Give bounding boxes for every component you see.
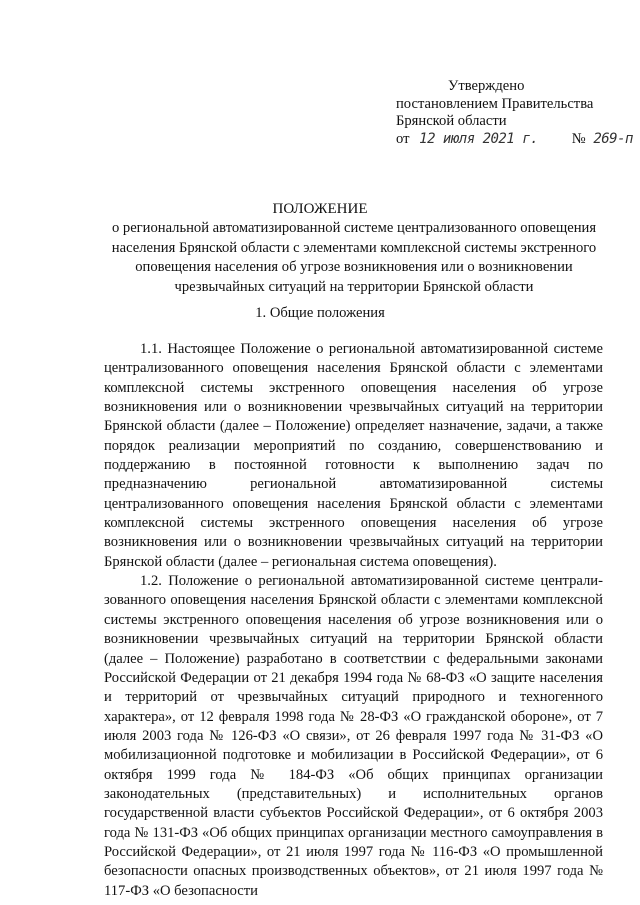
document-title: ПОЛОЖЕНИЕ — [272, 201, 368, 217]
approval-line-resolution: постановлением Правительства — [396, 95, 594, 112]
paragraph-1-2: 1.2. Положение о региональной автоматизированной системе централизованного оповещения населения Брянской области с элементами комплексной системы экстренного оповещения населения об угрозе возникновения или о возникновении чрезвычайных ситуаций на территории Брянской области (далее – Положение) разработано в соответствии с федеральными законами Российской Федерации от 21 декабря 1994 года № 68-ФЗ «О защите населения и территорий от чрезвычайных ситуаций природного и техногенного характера», от 12 февраля 1998 года № 28-ФЗ «О гражданской обороне», от 7 июля 2003 года № 126-ФЗ «О связи», от 26 февраля 1997 года № 31-ФЗ «О мобилизационной подготовке и мобилизации в Российской Федерации», от 6 октября 1999 года № 184-ФЗ «Об общих принципах организации законодательных (представительных) и исполнительных органов государственной власти субъектов Российской Федерации», от 6 октября 2003 года № 131-ФЗ «Об общих принципах организации местного самоуправления в Российской Федерации», от 21 июля 1997 года № 116-ФЗ «О промышленной безопасности опасных производственных объектов», от 21 июля 1997 года № 117-ФЗ «О безопасности — [104, 573, 603, 899]
document-body — [104, 340, 603, 901]
date-prefix: от — [396, 130, 410, 147]
section-heading: 1. Общие положения — [255, 305, 385, 321]
approval-date-row — [396, 131, 640, 149]
approval-block — [396, 78, 640, 148]
paragraph-1-1: 1.1. Настоящее Положение о региональной автоматизированной системе централизованного оповещения населения Брянской области с элементами комплексной системы экстренного оповещения населения об угрозе возникновения или о возникновении чрезвычайных ситуаций на территории Брянской области (далее – Положение) определяет назначение, задачи, а также порядок реализации мероприятий по созданию, совершенствованию и поддержанию в постоянной готовности к выполнению задач по предназначению региональной автоматизированной системы централизованного оповещения населения Брянской области с элементами комплексной системы экстренного оповещения населения об угрозе возникновения или о возникновении чрезвычайных ситуаций на территории Брянской области (далее – региональная система оповещения). — [104, 341, 603, 570]
number-prefix: № — [571, 130, 586, 147]
document-subtitle: о региональной автоматизированной системе централизованного оповещения населения Брянской области с элементами комплексной системы экстренного оповещения населения об угрозе возникновения или о возникновении чрезвычайных ситуаций на территории Брянской области — [111, 220, 597, 295]
approval-line-region: Брянской области — [396, 113, 507, 129]
handwritten-date: 12 июля 2021 г. — [419, 130, 539, 147]
approval-heading: Утверждено — [448, 78, 525, 94]
handwritten-number: 269-п — [593, 130, 633, 147]
